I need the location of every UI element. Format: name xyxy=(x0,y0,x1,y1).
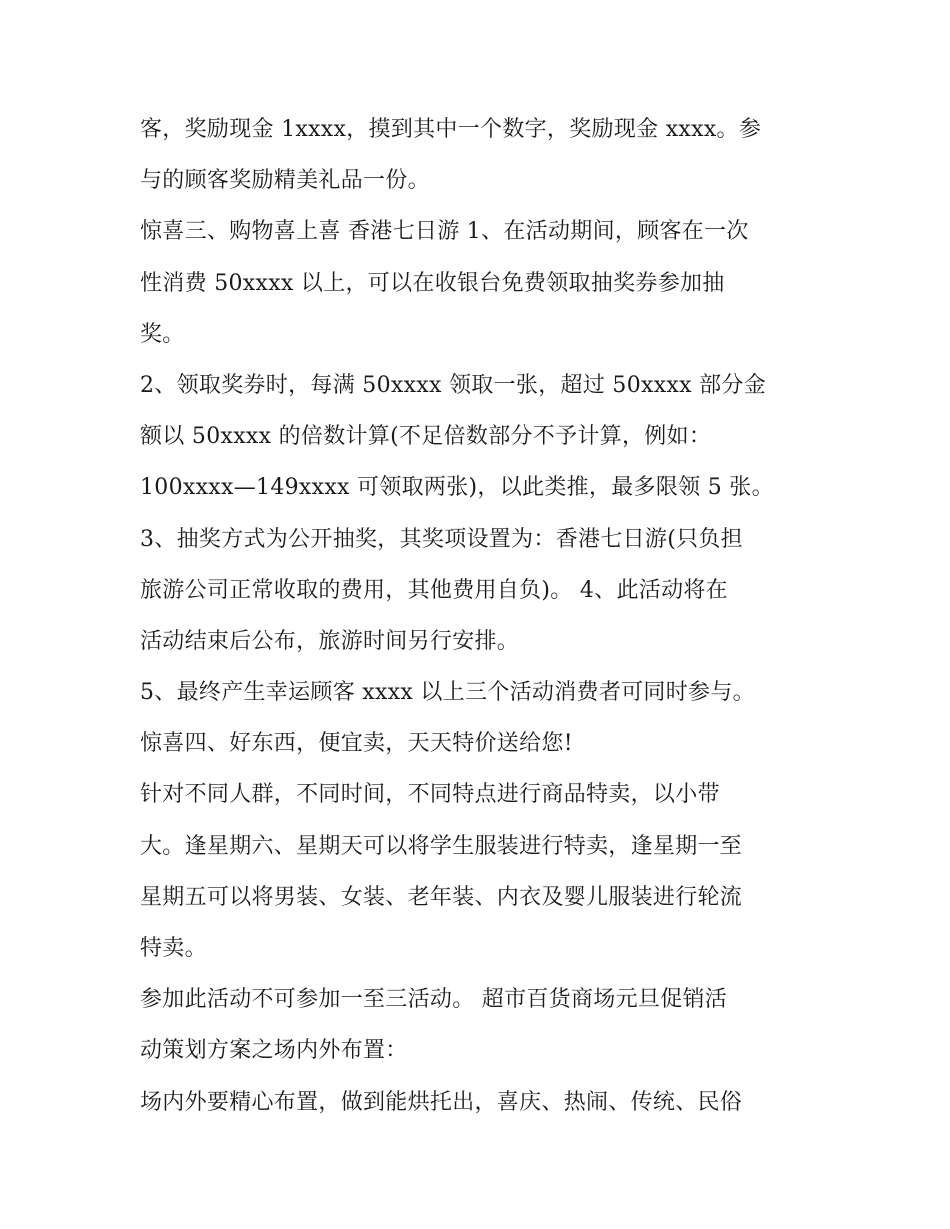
text-line: 100xxxx—149xxxx 可领取两张)，以此类推，最多限领 5 张。 xyxy=(140,475,774,501)
text-line: 惊喜四、好东西，便宜卖，天天特价送给您! xyxy=(140,731,573,757)
text-line: 场内外要精心布置，做到能烘托出，喜庆、热闹、传统、民俗 xyxy=(140,1089,743,1115)
text-line: 活动结束后公布，旅游时间另行安排。 xyxy=(140,628,520,654)
text-line: 与的顾客奖励精美礼品一份。 xyxy=(140,168,430,194)
text-line: 奖。 xyxy=(140,321,185,347)
text-line: 特卖。 xyxy=(140,936,207,961)
text-line: 5、最终产生幸运顾客 xxxx 以上三个活动消费者可同时参与。 xyxy=(140,680,755,706)
text-line: 动策划方案之场内外布置： xyxy=(140,1038,408,1064)
text-line: 旅游公司正常收取的费用，其他费用自负)。 4、此活动将在 xyxy=(140,577,728,603)
text-line: 大。逢星期六、星期天可以将学生服装进行特卖，逢星期一至 xyxy=(140,833,743,859)
text-line: 2、领取奖券时，每满 50xxxx 领取一张，超过 50xxxx 部分金 xyxy=(140,372,767,398)
text-line: 性消费 50xxxx 以上，可以在收银台免费领取抽奖券参加抽 xyxy=(140,270,725,296)
text-line: 客，奖励现金 1xxxx，摸到其中一个数字，奖励现金 xxxx。参 xyxy=(140,117,762,142)
text-line: 星期五可以将男装、女装、老年装、内衣及婴儿服装进行轮流 xyxy=(140,884,743,910)
text-line: 参加此活动不可参加一至三活动。 超市百货商场元旦促销活 xyxy=(140,987,728,1013)
document-body xyxy=(140,104,820,1128)
text-line: 针对不同人群，不同时间，不同特点进行商品特卖，以小带 xyxy=(140,782,720,808)
text-line: 额以 50xxxx 的倍数计算(不足倍数部分不予计算，例如： xyxy=(140,424,712,450)
text-line: 惊喜三、购物喜上喜 香港七日游 1、在活动期间，顾客在一次 xyxy=(140,219,749,245)
text-line: 3、抽奖方式为公开抽奖，其奖项设置为：香港七日游(只负担 xyxy=(140,526,743,552)
